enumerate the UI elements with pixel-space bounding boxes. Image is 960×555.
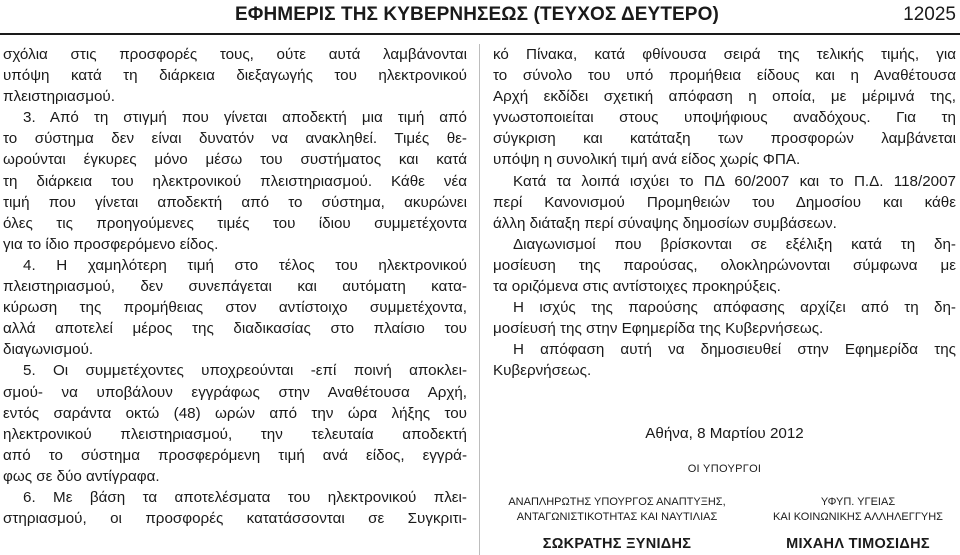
text-line: ηλεκτρονικού πλειστηριασμού, την τελευταία αποδεκτή [3, 425, 467, 443]
text-line: Η ισχύς της παρούσης απόφασης αρχίζει από τη δη- [513, 299, 956, 317]
text-line: υπόψη κατά τη διάρκεια διεξαγωγής του ηλεκτρονικού [3, 67, 467, 85]
text-line: αλλά αποτελεί μέρος της διαδικασίας στο πλαίσιο του [3, 320, 467, 338]
text-line: υπόψη η συνολική τιμή ανά είδος χωρίς ΦΠΑ. [493, 151, 801, 169]
text-line: 4. Η χαμηλότερη τιμή στο τέλος του ηλεκτρονικού [23, 256, 467, 274]
text-line: το σύνολο του υπό προμήθεια είδους και η Αναθέτουσα [493, 67, 956, 85]
text-line: διαγωνισμού. [3, 341, 94, 359]
right-signatory [760, 495, 956, 552]
text-line: γνωστοποιείται στους υποψήφιους αναδόχους. Για τη [493, 109, 956, 127]
text-line: τιμή που γίνεται αποδεκτή από το σύστημα, ακυρώνει [3, 193, 467, 211]
signatory-title-line: ΚΑΙ ΚΟΙΝΩΝΙΚΗΣ ΑΛΛΗΛΕΓΓΥΗΣ [773, 511, 943, 523]
text-line: 6. Με βάση τα αποτελέσματα του ηλεκτρονικού πλει- [23, 488, 467, 506]
header-rule [0, 33, 960, 35]
page-number: 12025 [903, 4, 956, 25]
signatory-title-line: ΑΝΑΠΛΗΡΩΤΗΣ ΥΠΟΥΡΓΟΣ ΑΝΑΠΤΥΞΗΣ, [508, 496, 726, 508]
text-line: κύρωση της προμήθειας στον αντίστοιχο συμμετέχοντα, [3, 299, 467, 317]
gazette-title: ΕΦΗΜΕΡΙΣ ΤΗΣ ΚΥΒΕΡΝΗΣΕΩΣ (ΤΕΥΧΟΣ ΔΕΥΤΕΡΟ) [235, 4, 719, 25]
text-line: Κυβερνήσεως. [493, 362, 592, 380]
signatory-title-line: ΑΝΤΑΓΩΝΙΣΤΙΚΟΤΗΤΑΣ ΚΑΙ ΝΑΥΤΙΛΙΑΣ [516, 511, 718, 523]
column-divider [479, 44, 480, 555]
text-line: τα οριζόμενα στις αντίστοιχες προκηρύξεις. [493, 278, 781, 296]
text-line: όλες τις προηγούμενες τιμές του ίδιου συμμετέχοντα [3, 214, 467, 232]
text-line: Κατά τα λοιπά ισχύει το ΠΔ 60/2007 και το Π.Δ. 118/2007 [513, 172, 956, 190]
text-line: 3. Από τη στιγμή που γίνεται αποδεκτή μια τιμή από [23, 109, 467, 127]
text-line: εντός σαράντα οκτώ (48) ωρών από την ώρα λήξης του [3, 404, 467, 422]
text-line: κό Πίνακα, κατά φθίνουσα σειρά της τελικής τιμής, για [493, 46, 956, 63]
signatory-title-line: ΥΦΥΠ. ΥΓΕΙΑΣ [820, 496, 896, 508]
page-header [0, 0, 960, 36]
place-date: Αθήνα, 8 Μαρτίου 2012 [645, 425, 804, 442]
signatory-name: ΣΩΚΡΑΤΗΣ ΞΥΝΙΔΗΣ [542, 536, 692, 552]
text-line: ωρούνται έγκυρες μόνο μέσω του συστήματος και κατά [3, 151, 467, 169]
text-line: σύγκριση και κατάταξη των προσφορών λαμβάνεται [493, 130, 956, 148]
ministers-heading: ΟΙ ΥΠΟΥΡΓΟΙ [687, 463, 762, 475]
text-line: πλειστηριασμού, δεν συνεπάγεται και αυτόματη κατα- [3, 278, 467, 296]
text-line: από το σύστημα προσφερόμενη τιμή ανά είδος, εγγρά- [3, 446, 467, 464]
text-line: σχόλια στις προσφορές τους, ούτε αυτά λαμβάνονται [3, 46, 467, 63]
text-line: μοσίευσή της στην Εφημερίδα της Κυβερνήσεως. [493, 320, 824, 338]
right-column [493, 44, 956, 382]
text-line: Διαγωνισμοί που βρίσκονται σε εξέλιξη κατά τη δη- [513, 235, 956, 253]
text-line: μοσίευση της παρούσας, ολοκληρώνονται σύμφωνα με [493, 256, 956, 274]
text-line: Αρχή εκδίδει σχετική απόφαση η οποία, με μέριμνά της, [493, 88, 956, 106]
text-line: φως σε δύο αντίγραφα. [3, 467, 160, 485]
text-line: άλλη διάταξη περί σύναψης δημοσίων συμβάσεων. [493, 214, 837, 232]
text-line: περί Κανονισμού Προμηθειών του Δημοσίου και κάθε [493, 193, 956, 211]
text-line: 5. Οι συμμετέχοντες υποχρεούνται -επί ποινή αποκλει- [23, 362, 467, 380]
text-line: πλειστηριασμού. [3, 88, 115, 106]
text-line: Η απόφαση αυτή να δημοσιευθεί στην Εφημερίδα της [513, 341, 956, 359]
left-column [3, 44, 467, 529]
text-line: το σύστημα δεν είναι δυνατόν να ανακληθεί. Τιμές θε- [3, 130, 467, 148]
text-line: τη διάρκεια του ηλεκτρονικού πλειστηριασμού. Κάθε νέα [3, 172, 467, 190]
left-signatory [492, 495, 742, 552]
text-line: σμού- να υποβάλουν εγγράφως στην Αναθέτουσα Αρχή, [3, 383, 467, 401]
signatory-name: ΜΙΧΑΗΛ ΤΙΜΟΣΙΔΗΣ [786, 536, 930, 552]
text-line: για το ίδιο προσφερόμενο είδος. [3, 235, 219, 253]
text-line: στηριασμού, οι προσφορές κατατάσσονται σε Συγκριτι- [3, 510, 467, 528]
